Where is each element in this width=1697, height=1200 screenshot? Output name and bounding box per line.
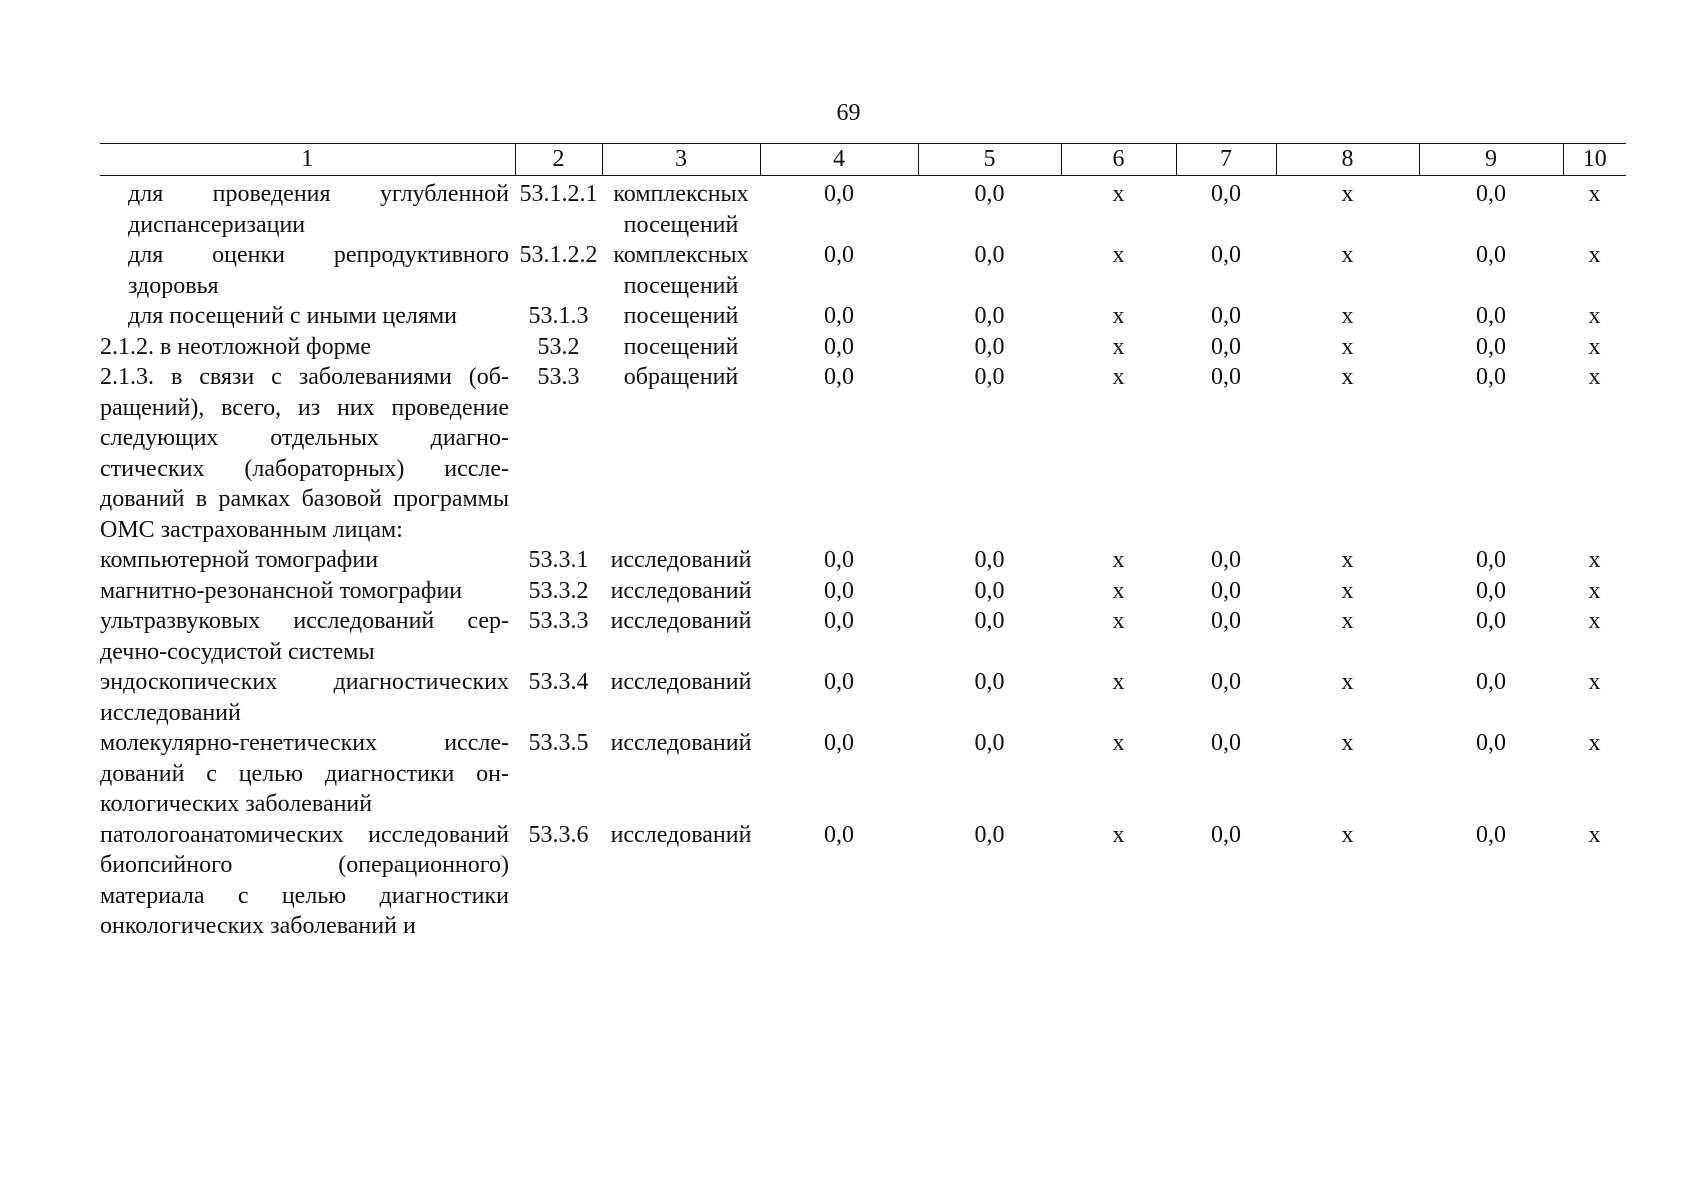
col-header-5: 5 [918,144,1061,176]
row-name: компьютерной томографии [100,547,379,573]
table-row [100,301,1626,332]
data-table [100,143,1626,942]
cell-col4: 0,0 [824,547,854,573]
cell-col9: 0,0 [1476,303,1506,329]
row-unit: исследований [610,821,752,848]
col-header-2: 2 [515,144,602,176]
cell-col4: 0,0 [824,821,854,848]
cell-col7: 0,0 [1211,333,1241,360]
cell-col8: х [1341,181,1354,207]
row-name: для посещений с иными целями [128,303,457,329]
row-unit: обращений [623,364,739,390]
row-unit: посещений [623,333,739,360]
cell-col5: 0,0 [974,364,1005,390]
cell-col4: 0,0 [824,364,854,390]
cell-col9: 0,0 [1476,577,1506,604]
row-unit: исследований [610,547,752,573]
cell-col7: 0,0 [1211,242,1241,268]
cell-col7: 0,0 [1211,608,1241,634]
table-row [100,332,1626,363]
row-code: 53.3.3 [528,608,589,634]
cell-col8: х [1341,547,1354,573]
cell-col10: х [1588,669,1601,695]
row-unit: исследований [610,577,752,604]
cell-col9: 0,0 [1476,608,1506,634]
cell-col8: х [1341,577,1354,604]
row-name: молекулярно-генетических исследований с целью диагностики онкологических заболеваний [100,730,509,817]
cell-col4: 0,0 [824,669,854,695]
cell-col10: х [1588,821,1601,848]
cell-col7: 0,0 [1211,181,1241,207]
row-unit: посещений [623,303,739,329]
cell-col5: 0,0 [974,242,1005,268]
row-code: 53.3.5 [528,730,589,756]
col-header-1: 1 [100,144,515,176]
cell-col7: 0,0 [1211,821,1241,848]
row-name: патологоанатомических исследований биопсийного (операционного) материала с целью диагностики онкологических заболеваний и [100,821,509,939]
row-name: магнитно-резонансной томографии [100,577,463,604]
cell-col5: 0,0 [974,547,1005,573]
cell-col9: 0,0 [1476,242,1506,268]
row-code: 53.3.6 [528,821,589,848]
row-code: 53.3.4 [528,669,589,695]
col-header-7: 7 [1176,144,1276,176]
cell-col6: х [1112,608,1125,634]
cell-col9: 0,0 [1476,821,1506,848]
cell-col8: х [1341,364,1354,390]
cell-col10: х [1588,333,1601,360]
row-unit: комплексных посещений [613,181,749,238]
cell-col4: 0,0 [824,730,854,756]
col-header-10: 10 [1563,144,1626,176]
table-row [100,576,1626,607]
col-header-4: 4 [760,144,918,176]
cell-col7: 0,0 [1211,303,1241,329]
table-row [100,545,1626,576]
cell-col10: х [1588,364,1601,390]
cell-col8: х [1341,242,1354,268]
row-code: 53.1.2.2 [519,242,598,268]
row-code: 53.3.2 [528,577,589,604]
table-row [100,176,1626,241]
cell-col6: х [1112,821,1125,848]
cell-col8: х [1341,730,1354,756]
row-code: 53.1.2.1 [519,181,598,207]
header-row [100,144,1626,176]
page-number: 69 [836,100,861,126]
cell-col8: х [1341,821,1354,848]
cell-col7: 0,0 [1211,669,1241,695]
table-row [100,362,1626,545]
table-row [100,240,1626,301]
cell-col6: х [1112,303,1125,329]
cell-col5: 0,0 [974,303,1005,329]
col-header-6: 6 [1061,144,1176,176]
row-code: 53.3.1 [528,547,589,573]
row-name: для проведения углубленной диспансеризации [128,181,509,238]
cell-col6: х [1112,242,1125,268]
cell-col9: 0,0 [1476,730,1506,756]
cell-col4: 0,0 [824,608,854,634]
cell-col6: х [1112,577,1125,604]
row-name: 2.1.2. в неотложной форме [100,333,372,360]
col-header-3: 3 [602,144,760,176]
cell-col9: 0,0 [1476,669,1506,695]
cell-col5: 0,0 [974,821,1005,848]
cell-col6: х [1112,730,1125,756]
table-row [100,667,1626,728]
col-header-9: 9 [1419,144,1563,176]
cell-col10: х [1588,547,1601,573]
cell-col7: 0,0 [1211,730,1241,756]
row-unit: исследований [610,608,752,634]
cell-col8: х [1341,333,1354,360]
col-header-8: 8 [1276,144,1419,176]
cell-col5: 0,0 [974,333,1005,360]
cell-col9: 0,0 [1476,181,1506,207]
table-row [100,728,1626,820]
cell-col7: 0,0 [1211,364,1241,390]
cell-col5: 0,0 [974,730,1005,756]
cell-col5: 0,0 [974,577,1005,604]
cell-col6: х [1112,333,1125,360]
cell-col7: 0,0 [1211,577,1241,604]
cell-col5: 0,0 [974,669,1005,695]
cell-col4: 0,0 [824,303,854,329]
row-name: 2.1.3. в связи с заболеваниями (обращений), всего, из них проведение следующих отдельных диагностических (лабораторных) исследований в рамках базовой программы ОМС застрахованным лицам: [100,364,509,543]
row-unit: исследований [610,730,752,756]
row-code: 53.3 [537,364,580,390]
cell-col6: х [1112,669,1125,695]
cell-col8: х [1341,608,1354,634]
table-body [100,176,1626,942]
row-name: ультразвуковых исследований сердечно-сосудистой системы [100,608,509,665]
cell-col10: х [1588,730,1601,756]
table-row [100,606,1626,667]
cell-col10: х [1588,181,1601,207]
cell-col6: х [1112,364,1125,390]
row-unit: исследований [610,669,752,695]
cell-col5: 0,0 [974,181,1005,207]
row-code: 53.2 [537,333,580,360]
cell-col10: х [1588,303,1601,329]
cell-col9: 0,0 [1476,364,1506,390]
table-row [100,820,1626,942]
cell-col9: 0,0 [1476,333,1506,360]
cell-col10: х [1588,577,1601,604]
cell-col10: х [1588,242,1601,268]
cell-col5: 0,0 [974,608,1005,634]
cell-col6: х [1112,181,1125,207]
cell-col9: 0,0 [1476,547,1506,573]
row-code: 53.1.3 [528,303,589,329]
row-name: эндоскопических диагностических исследований [100,669,509,726]
cell-col6: х [1112,547,1125,573]
cell-col8: х [1341,669,1354,695]
cell-col10: х [1588,608,1601,634]
cell-col4: 0,0 [824,181,854,207]
cell-col4: 0,0 [824,333,854,360]
cell-col8: х [1341,303,1354,329]
row-name: для оценки репродуктивного здоровья [128,242,509,299]
cell-col7: 0,0 [1211,547,1241,573]
row-unit: комплексных посещений [613,242,749,299]
cell-col4: 0,0 [824,242,854,268]
cell-col4: 0,0 [824,577,854,604]
